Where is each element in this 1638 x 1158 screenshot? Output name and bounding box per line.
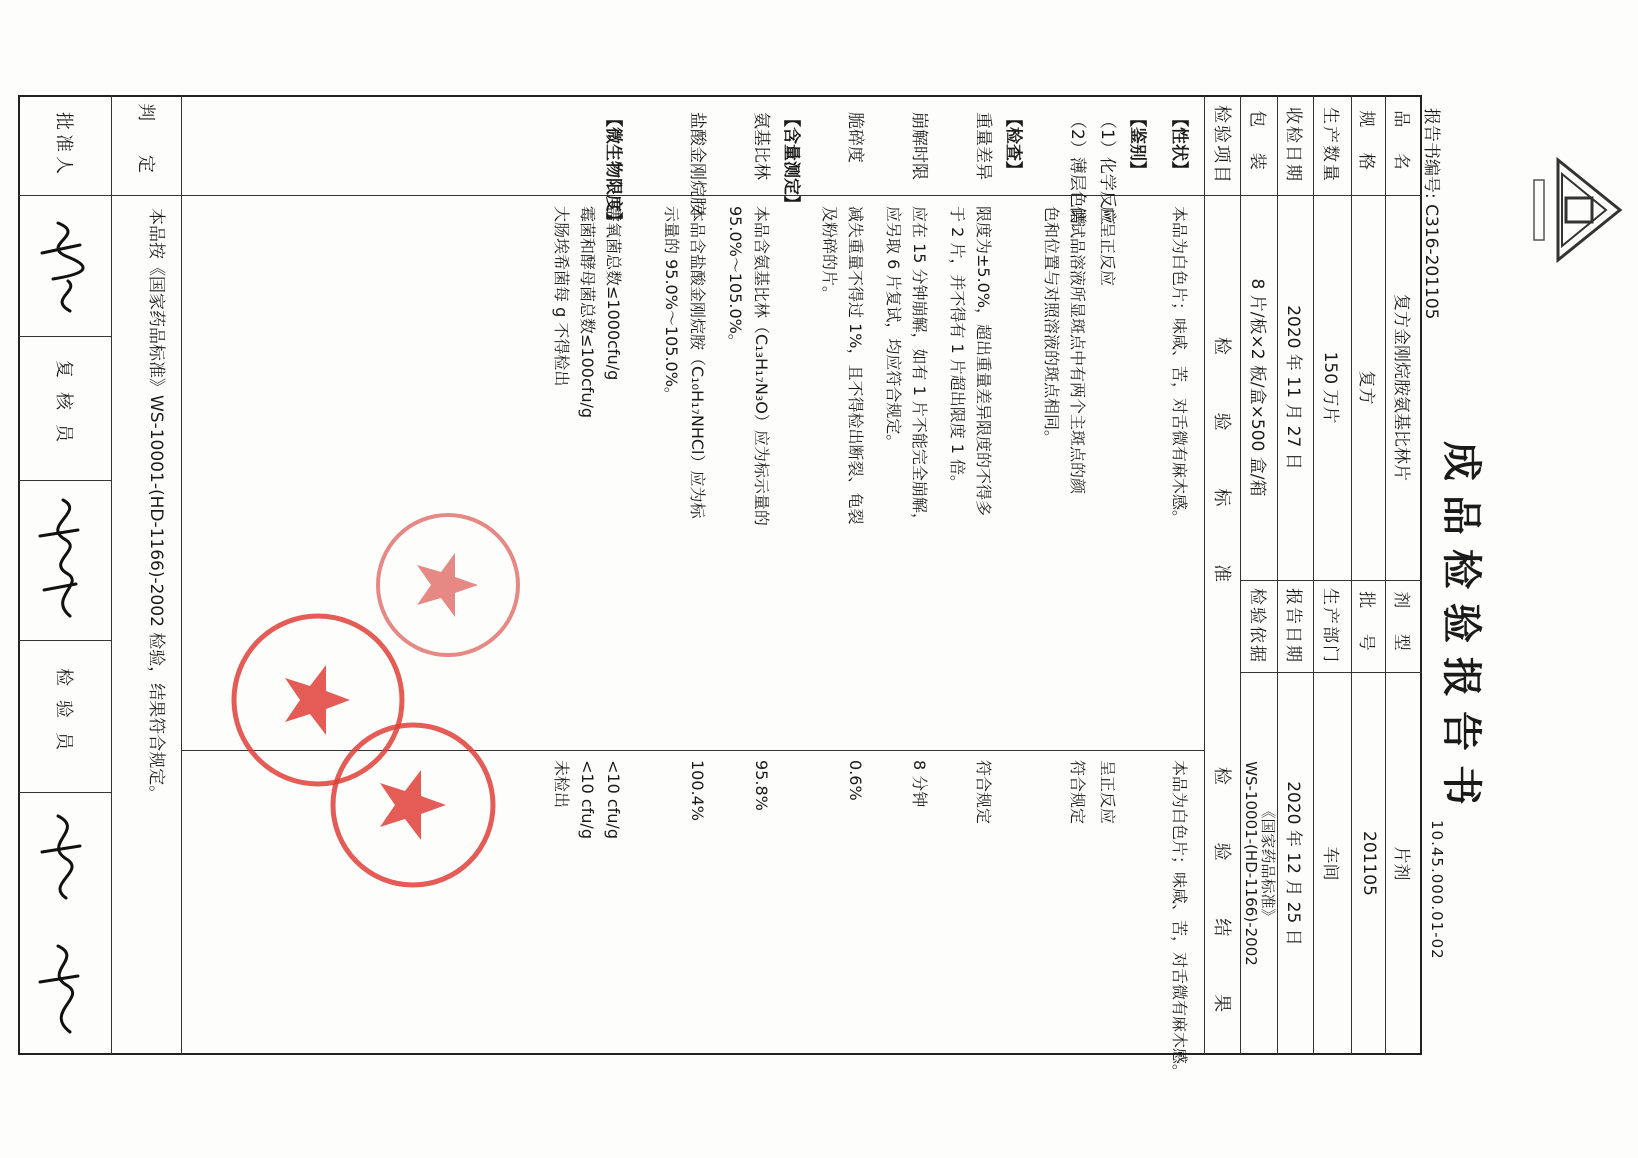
qa-red-seal <box>228 610 408 790</box>
test-item: 脆碎度 <box>845 112 865 163</box>
receive-date: 2020 年 11 月 27 日 <box>1283 305 1304 470</box>
receive-date-label: 收检日期 <box>1283 107 1304 183</box>
test-item: 【鉴别】 <box>1127 110 1147 178</box>
test-item: 重量差异 <box>973 112 993 180</box>
test-item: 【检查】 <box>1003 110 1023 178</box>
test-result-line: 符合规定 <box>974 760 993 825</box>
test-result-line: <10 cfu/g <box>604 760 623 839</box>
basis-line-1: 《国家药品标准》 <box>1259 803 1278 924</box>
column-item: 检验项目 <box>1211 105 1232 185</box>
test-result-line: <10 cfu/g <box>578 760 597 839</box>
report-date: 2020 年 12 月 25 日 <box>1283 781 1304 946</box>
test-standard-line: 减失重量不得过 1%，且不得检出断裂、龟裂 <box>846 206 865 525</box>
test-standard-line: 本品含盐酸金刚烷胺（C₁₀H₁₇NHCl）应为标 <box>688 206 707 519</box>
test-standard-line: 应呈正反应 <box>1098 206 1117 287</box>
basis-label: 检验依据 <box>1247 588 1267 664</box>
test-item: 氨基比林 <box>751 112 771 180</box>
batch: 201105 <box>1359 831 1379 896</box>
test-result-line: 本品为白色片；味咸、苦，对舌微有麻木感。 <box>1170 760 1189 1081</box>
test-result-line: 未检出 <box>552 760 571 809</box>
judgement-label: 判 定 <box>135 103 156 187</box>
test-standard-line: 本品为白色片；味咸、苦，对舌微有麻木感。 <box>1170 206 1189 527</box>
dosage-form-label: 剂 型 <box>1391 591 1412 661</box>
test-item: （1）化学反应 <box>1097 112 1117 225</box>
test-standard-line: 需氧菌总数≤1000cfu/g <box>604 206 623 381</box>
test-standard-line: 95.0%～105.0%。 <box>726 206 745 350</box>
document-code: 10.45.000.01-02 <box>1428 820 1446 960</box>
product-name-label: 品 名 <box>1391 110 1412 180</box>
test-item: 【含量测定】 <box>781 110 801 212</box>
basis <box>1241 672 1278 1055</box>
report-date-label: 报告日期 <box>1283 588 1304 664</box>
test-result-line: 95.8% <box>752 760 771 811</box>
judgement-text: 本品按《国家药品标准》WS-10001-(HD-1166)-2002 检验，结果符合规定。 <box>146 208 166 803</box>
test-standard-line: 本品含氨基比林（C₁₃H₁₇N₃O）应为标示量的 <box>752 206 771 526</box>
test-result-line: 呈正反应 <box>1098 760 1117 825</box>
test-item: 盐酸金刚烷胺 <box>687 112 707 214</box>
test-standard-line: 应在 15 分钟崩解，如有 1 片不能完全崩解， <box>910 206 929 529</box>
packing: 8 片/板×2 板/盒×500 盒/箱 <box>1247 278 1267 497</box>
inspector-label: 检验员 <box>53 668 74 764</box>
report-number: 报告书编号: C316-201105 <box>1421 108 1441 320</box>
test-standard-line: 霉菌和酵母菌总数≤100cfu/g <box>578 206 597 419</box>
column-standard: 检 验 标 准 <box>1211 336 1232 609</box>
company-emblem-icon <box>1518 150 1628 270</box>
test-item: 【微生物限度】 <box>603 110 623 229</box>
test-standard-line: 及粉碎的片。 <box>820 206 839 303</box>
reviewer-label: 复核员 <box>53 360 74 456</box>
spec-label: 规 格 <box>1356 110 1377 180</box>
column-result: 检 验 结 果 <box>1211 766 1232 1039</box>
test-standard-line: 于 2 片，并不得有 1 片超出限度 1 倍。 <box>948 206 967 492</box>
test-standard-line: 示量的 95.0%～105.0%。 <box>662 206 681 403</box>
quantity-label: 生产数量 <box>1320 107 1341 183</box>
test-result-line: 100.4% <box>688 760 707 822</box>
test-standard-line: 色和位置与对照溶液的斑点相同。 <box>1042 206 1061 447</box>
inspector-signature <box>28 806 98 1046</box>
test-standard-line: 供试品溶液所显斑点中有两个主斑点的颜 <box>1068 206 1087 495</box>
test-standard-line: 限度为±5.0%，超出重量差异限度的不得多 <box>974 206 993 517</box>
spec: 复方 <box>1356 370 1377 405</box>
approver-signature <box>28 215 98 325</box>
test-item: （2）薄层色谱 <box>1067 112 1087 225</box>
reviewer-signature <box>28 490 98 630</box>
test-standard-line: 大肠埃希菌每 g 不得检出 <box>552 206 571 387</box>
batch-label: 批 号 <box>1356 591 1377 661</box>
page-title: 成品检验报告书 <box>1438 441 1484 819</box>
test-result-line: 8 分钟 <box>910 760 929 808</box>
dept-label: 生产部门 <box>1320 588 1341 664</box>
dosage-form: 片剂 <box>1391 846 1412 881</box>
test-item: 崩解时限 <box>909 112 929 180</box>
test-result-line: 符合规定 <box>1068 760 1087 825</box>
test-standard-line: 应另取 6 片复试，均应符合规定。 <box>884 206 903 451</box>
dept: 车间 <box>1320 846 1341 881</box>
product-name: 复方金刚烷胺氨基比林片 <box>1391 294 1412 481</box>
test-result-line: 0.6% <box>846 760 865 801</box>
approver-label: 批准人 <box>53 112 74 178</box>
quantity: 150 万片 <box>1320 351 1341 424</box>
basis-line-2: WS-10001-(HD-1166)-2002 <box>1242 761 1261 966</box>
packing-label: 包 装 <box>1247 110 1267 180</box>
test-item: 【性状】 <box>1169 110 1189 178</box>
